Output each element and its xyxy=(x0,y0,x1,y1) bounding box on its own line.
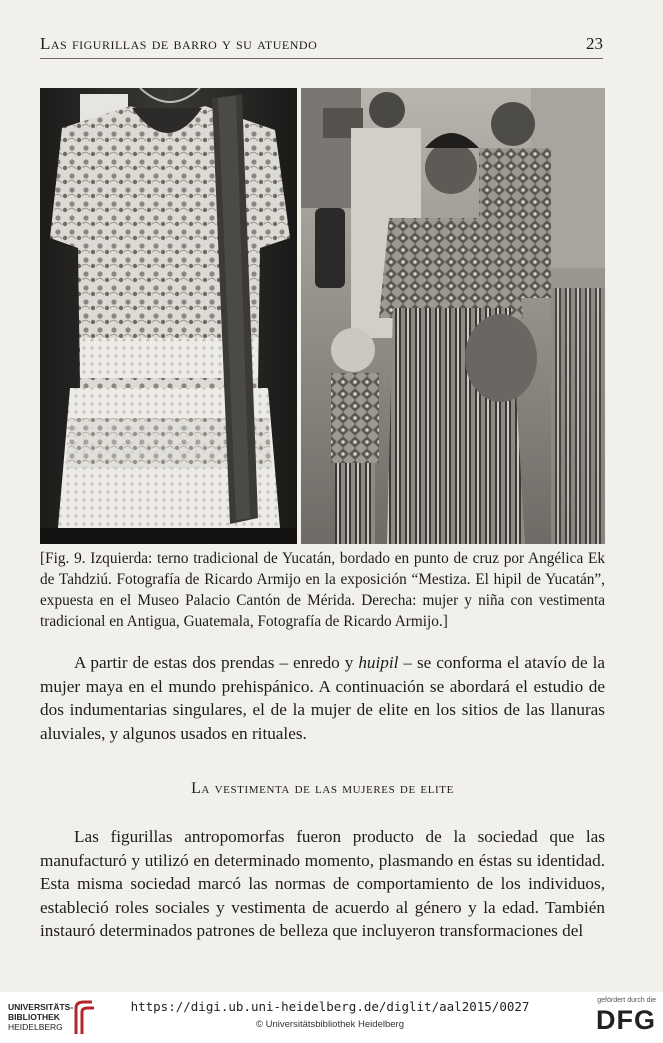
photo-terno-yucatan xyxy=(40,88,297,544)
figure-caption: [Fig. 9. Izquierda: terno tradicional de Yucatán, bordado en punto de cruz por Angélica Ek de Tahdziú. Fotografía de Ricardo Armijo en la exposición “Mestiza. El hipil de Yucatán”, expuesta en el Museo Palacio Cantón de Mérida. Derecha: mujer y niña con vestimenta tradicional en Antigua, Guatemala, Fotografía de Ricardo Armijo.] xyxy=(40,550,605,630)
body-paragraph-2: Las figurillas antropomorfas fueron producto de la sociedad que las manufacturó y utilizó en determinado momento, plasmando en éstas su identidad. Esta misma sociedad marcó las normas de comportamiento de los individuos, estableció roles sociales y vestimenta de acuerdo al género y la edad. También instauró determinados patrones de belleza que incluyeron transformaciones del xyxy=(40,827,605,940)
dfg-funded-by: gefördert durch die xyxy=(597,997,656,1004)
p1-text-start: A partir de estas dos prendas – enredo y xyxy=(74,653,359,672)
p1-text-end: – se conforma el atavío de la mujer maya en el mundo prehispánico. A continuación se abordará el estudio de dos indumentarias singulares, el de la mujer de elite en los sitios de las llanuras aluviales, y algunos usados en rituales. xyxy=(40,653,605,743)
body-paragraph-1 xyxy=(40,651,605,745)
p1-term-huipil: huipil xyxy=(358,653,399,672)
section-heading: La vestimenta de las mujeres de elite xyxy=(191,780,454,797)
page-number: 23 xyxy=(586,34,603,53)
digitization-footer xyxy=(0,992,663,1043)
ub-heidelberg-mark-icon xyxy=(72,1000,96,1036)
ub-heidelberg-logo[interactable] xyxy=(8,1000,94,1036)
copyright-notice: © Universitätsbibliothek Heidelberg xyxy=(256,1019,404,1030)
dfg-wordmark: DFG xyxy=(596,1005,656,1035)
photo-antigua-women xyxy=(301,88,605,544)
ub-heidelberg-wordmark: UNIVERSITÄTS- BIBLIOTHEK HEIDELBERG xyxy=(8,1002,74,1032)
permalink-url[interactable]: https://digi.ub.uni-heidelberg.de/diglit/aal2015/0027 xyxy=(130,999,530,1014)
running-head-title: Las figurillas de barro y su atuendo xyxy=(40,34,318,53)
figure-9 xyxy=(40,88,605,544)
dfg-logo[interactable] xyxy=(578,997,658,1039)
running-head xyxy=(40,34,603,59)
